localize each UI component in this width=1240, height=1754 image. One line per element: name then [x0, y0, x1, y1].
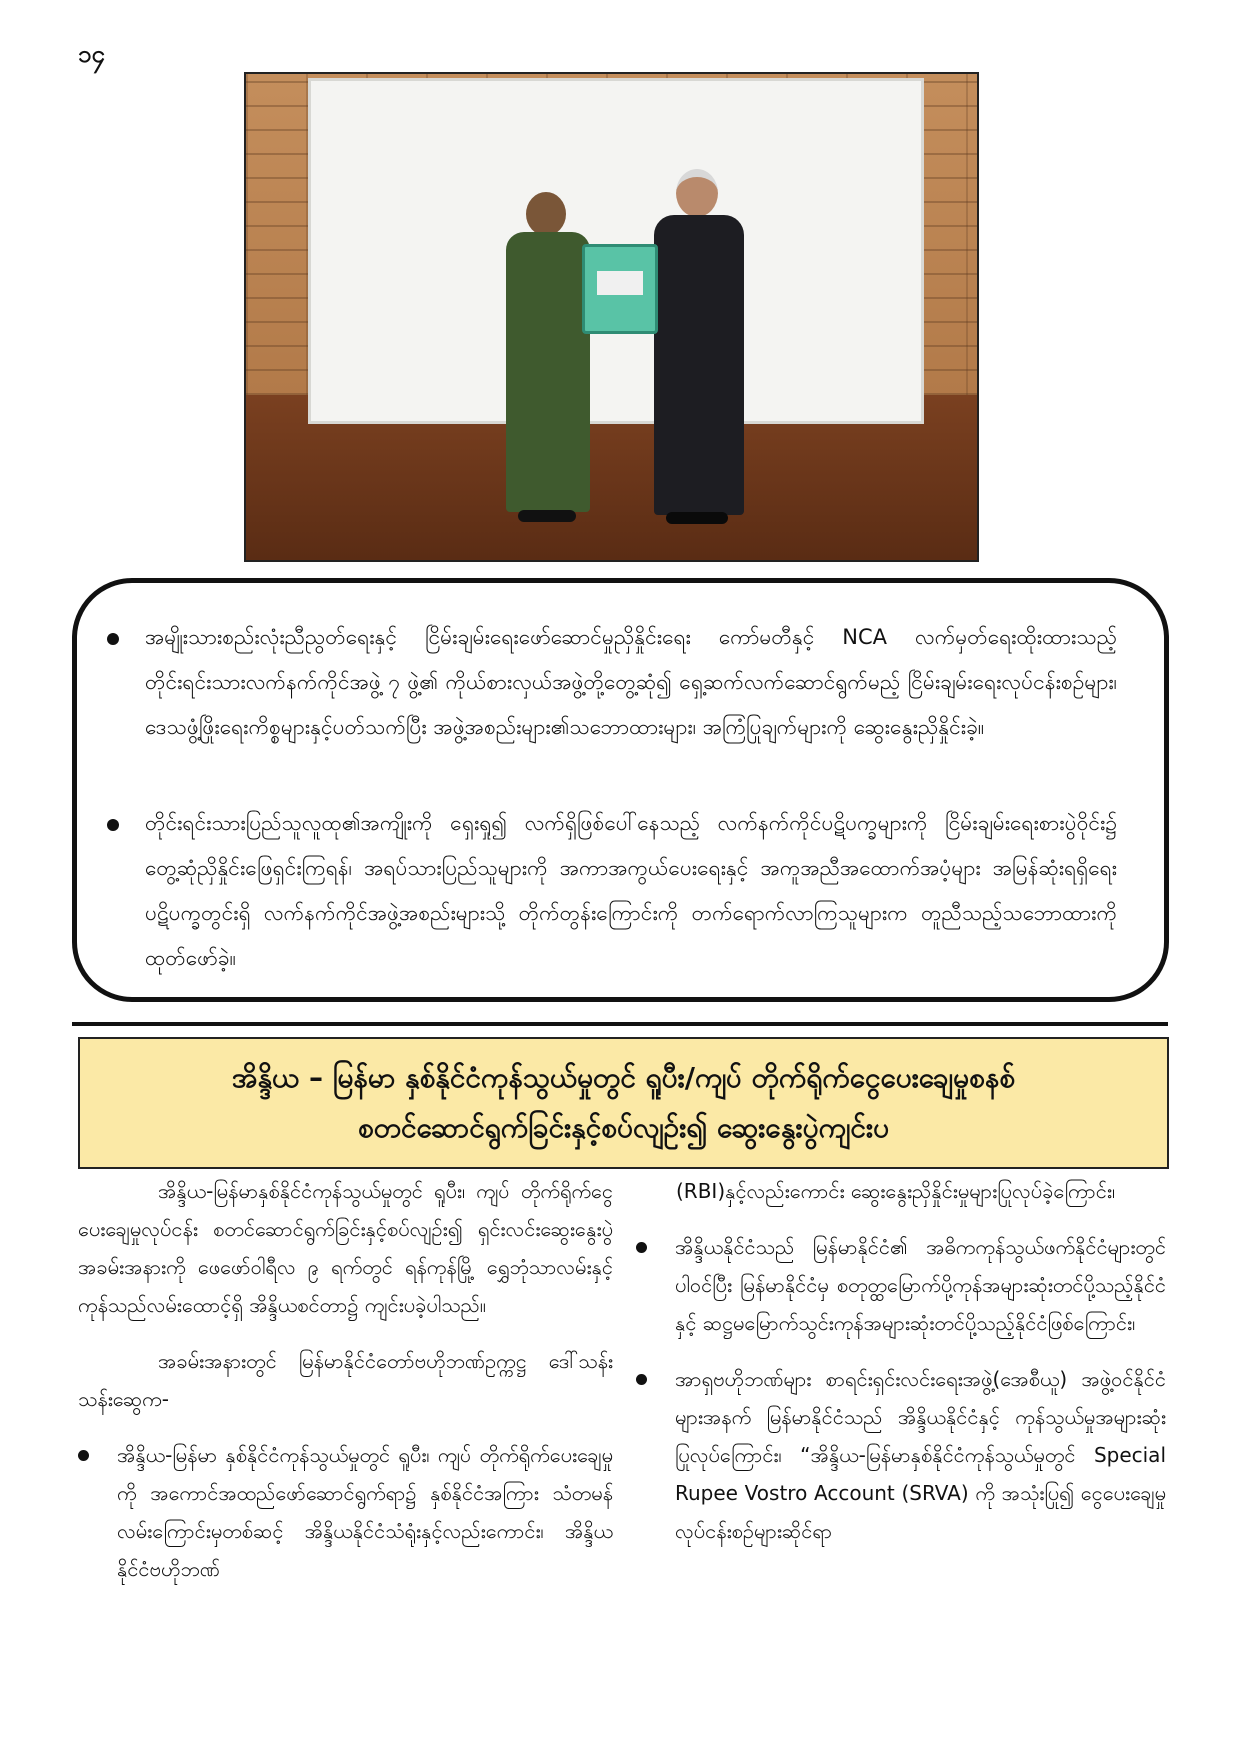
article-bullet: [78, 1436, 613, 1588]
ballot-box-label: [597, 271, 643, 295]
bullet-icon: [107, 819, 119, 831]
article-paragraph: အခမ်းအနားတွင် မြန်မာနိုင်ငံတော်ဗဟိုဘဏ်ဥက္ကဋ္ဌ ဒေါ်သန်းသန်းဆွေက-: [78, 1349, 613, 1411]
bullet-icon: [636, 1374, 647, 1385]
article-bullet-text: အိန္ဒိယနိုင်ငံသည် မြန်မာနိုင်ငံ၏ အဓိကကုန်သွယ်ဖက်နိုင်ငံများတွင်ပါဝင်ပြီး မြန်မာနိုင်ငံမှ စတုတ္ထမြောက်ပို့ကုန်အများဆုံးတင်ပို့သည့်နိုင်ငံနှင့် ဆဋ္ဌမမြောက်သွင်းကုန်အများဆုံးတင်ပို့သည့်နိုင်ငံဖြစ်ကြောင်း၊: [675, 1235, 1166, 1335]
article-column-right: [636, 1172, 1166, 1550]
article-headline: [78, 1037, 1169, 1169]
article-paragraph: (RBI)နှင့်လည်းကောင်း ဆွေးနွေးညှိနှိုင်းမှုများပြုလုပ်ခဲ့ကြောင်း၊: [676, 1179, 1116, 1203]
callout-bullet-text: အမျိုးသားစည်းလုံးညီညွတ်ရေးနှင့် ငြိမ်းချမ်းရေးဖော်ဆောင်မှုညှိနှိုင်းရေး ကော်မတီနှင့် NCA လက်မှတ်ရေးထိုးထားသည့် တိုင်းရင်းသားလက်နက်ကိုင်အဖွဲ့ ၇ ဖွဲ့၏ ကိုယ်စားလှယ်အဖွဲ့တို့တွေ့ဆုံ၍ ရှေ့ဆက်လက်ဆောင်ရွက်မည့် ငြိမ်းချမ်းရေးလုပ်ငန်းစဉ်များ၊ ဒေသဖွံ့ဖြိုးရေးကိစ္စများနှင့်ပတ်သက်ပြီး အဖွဲ့အစည်းများ၏သဘောထားများ၊ အကြံပြုချက်များကို ဆွေးနွေးညှိနှိုင်းခဲ့။: [145, 625, 1117, 739]
section-divider: [72, 1022, 1168, 1026]
headline-line-2: စတင်ဆောင်ရွက်ခြင်းနှင့်စပ်လျဉ်း၍ ဆွေးနွေးပွဲကျင်းပ: [357, 1111, 890, 1144]
ballot-box: [582, 244, 658, 334]
civilian-figure: [646, 169, 746, 524]
callout-bullet-text: တိုင်းရင်းသားပြည်သူလူထု၏အကျိုးကို ရှေးရှု၍ လက်ရှိဖြစ်ပေါ်နေသည့် လက်နက်ကိုင်ပဋိပက္ခများကို ငြိမ်းချမ်းရေးစားပွဲဝိုင်း၌ တွေ့ဆုံညှိနှိုင်းဖြေရှင်းကြရန်၊ အရပ်သားပြည်သူများကို အကာအကွယ်ပေးရေးနှင့် အကူအညီအထောက်အပံ့များ အမြန်ဆုံးရရှိရေး ပဋိပက္ခတွင်းရှိ လက်နက်ကိုင်အဖွဲ့အစည်းများသို့ တိုက်တွန်းကြောင်းကို တက်ရောက်လာကြသူများက တူညီသည့်သဘောထားကို ထုတ်ဖော်ခဲ့။: [145, 811, 1117, 970]
article-bullet-text: အိန္ဒိယ-မြန်မာ နှစ်နိုင်ငံကုန်သွယ်မှုတွင် ရူပီး၊ ကျပ် တိုက်ရိုက်ပေးချေမှုကို အကောင်အထည်ဖော်ဆောင်ရွက်ရာ၌ နှစ်နိုင်ငံအကြား သံတမန်လမ်းကြောင်းမှတစ်ဆင့် အိန္ဒိယနိုင်ငံသံရုံးနှင့်လည်းကောင်း၊ အိန္ဒိယနိုင်ငံဗဟိုဘဏ်: [117, 1443, 613, 1581]
event-photo: [244, 72, 979, 562]
article-bullet: [636, 1228, 1166, 1342]
callout-bullet: [107, 801, 1117, 981]
callout-bullet: [107, 615, 1117, 750]
article-bullet: [636, 1360, 1166, 1550]
article-paragraph: အိန္ဒိယ-မြန်မာနှစ်နိုင်ငံကုန်သွယ်မှုတွင် ရူပီး၊ ကျပ် တိုက်ရိုက်ငွေပေးချေမှုလုပ်ငန်း စတင်ဆောင်ရွက်ခြင်းနှင့်စပ်လျဉ်း၍ ရှင်းလင်းဆွေးနွေးပွဲအခမ်းအနားကို ဖေဖော်ဝါရီလ ၉ ရက်တွင် ရန်ကုန်မြို့ ရွှေဘုံသာလမ်းနှင့် ကုန်သည်လမ်းထောင့်ရှိ အိန္ဒိယစင်တာ၌ ကျင်းပခဲ့ပါသည်။: [78, 1179, 613, 1317]
summary-callout: [72, 578, 1169, 1002]
officer-figure: [496, 192, 591, 522]
article-bullet-text: အာရှဗဟိုဘဏ်များ စာရင်းရှင်းလင်းရေးအဖွဲ့(အေစီယူ) အဖွဲ့ဝင်နိုင်ငံများအနက် မြန်မာနိုင်ငံသည် အိန္ဒိယနိုင်ငံနှင့် ကုန်သွယ်မှုအများဆုံးပြုလုပ်ကြောင်း၊ “အိန္ဒိယ-မြန်မာနှစ်နိုင်ငံကုန်သွယ်မှုတွင် Special Rupee Vostro Account (SRVA) ကို အသုံးပြု၍ ငွေပေးချေမှုလုပ်ငန်းစဉ်များဆိုင်ရာ: [675, 1367, 1166, 1543]
headline-line-1: အိန္ဒိယ – မြန်မာ နှစ်နိုင်ငံကုန်သွယ်မှုတွင် ရူပီး/ကျပ် တိုက်ရိုက်ငွေပေးချေမှုစနစ်: [231, 1061, 1016, 1094]
bullet-icon: [107, 633, 119, 645]
page-number: ၁၄: [78, 40, 105, 68]
bullet-icon: [78, 1450, 89, 1461]
article-column-left: [78, 1172, 613, 1588]
bullet-icon: [636, 1242, 647, 1253]
